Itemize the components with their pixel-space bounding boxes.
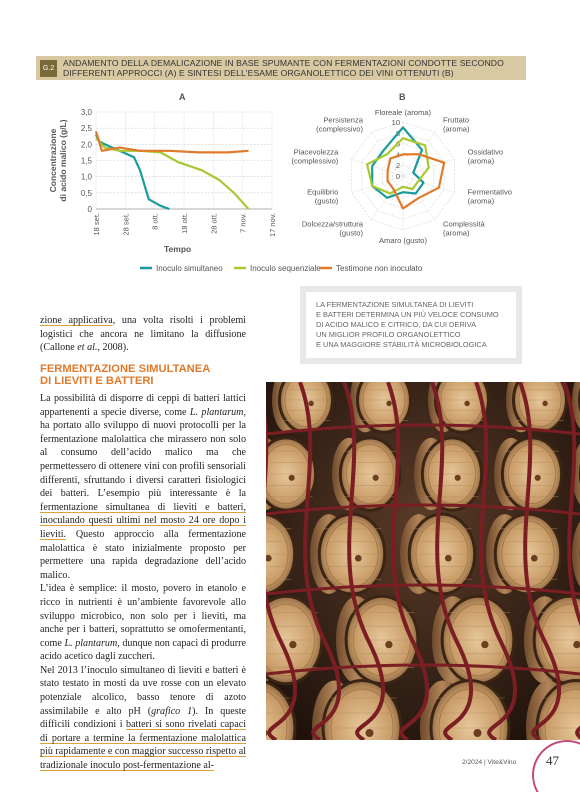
barrel-bung	[474, 729, 482, 737]
y-axis-label-line2: di acido malico (g/L)	[58, 119, 68, 202]
radar-tick-label: 8	[395, 128, 400, 138]
y-tick-label: 3,0	[80, 108, 92, 117]
y-tick-label: 2,0	[80, 140, 92, 150]
y-tick-label: 0	[87, 205, 92, 214]
barrel-bung	[373, 475, 379, 481]
intro-underlined: zione applicativa	[40, 315, 113, 326]
radar-tick-label: 0	[395, 172, 400, 181]
intro-paragraph	[40, 314, 246, 355]
radar-axis-label-line: Persistenza	[323, 115, 364, 125]
chart-legend	[140, 264, 423, 273]
legend-label: Inoculo simultaneo	[156, 264, 223, 273]
series-line	[96, 131, 249, 152]
radar-axis-label	[291, 148, 339, 166]
footer-issue: 2/2024 | Vite&Vino	[462, 759, 517, 766]
barrel-bung	[464, 401, 469, 406]
y-tick-label: 1,5	[80, 156, 92, 166]
species-name: L. plantarum	[64, 637, 118, 649]
barrel-bung	[289, 475, 295, 481]
highlight-underline: batteri si sono rivelati capaci di portare a termine la fermentazione malolattica più rapidamente e con maggior successo rispetto al tradizionale inoculo post-fermentazione al-	[40, 719, 247, 772]
intro-etal: et al.	[77, 342, 98, 354]
radar-axis-label	[302, 219, 364, 237]
figure-header	[36, 56, 526, 80]
y-tick-label: 1,0	[80, 172, 92, 182]
barrel-cellar-photo	[266, 382, 580, 740]
figure-code: G.2	[40, 60, 57, 77]
radar-axis-label-line: (gusto)	[339, 228, 364, 238]
radar-axis-label	[443, 219, 486, 237]
body-text	[40, 392, 246, 773]
radar-axis-label-line: Floreale (aroma)	[374, 108, 432, 117]
barrel-bung	[385, 641, 392, 648]
callout-line: UN MIGLIOR PROFILO ORGANOLETTICO	[316, 330, 461, 339]
radar-tick-label: 10	[391, 118, 400, 127]
barrel-bung	[542, 401, 547, 406]
radar-axis-label-line: Equilibrio	[307, 187, 339, 197]
text-run: , dunque non capaci di produrre acido acetico dagli zuccheri.	[40, 637, 246, 663]
paragraph	[40, 392, 246, 582]
barrel-bung	[535, 475, 541, 481]
legend-label: Inoculo sequenziale	[250, 264, 321, 273]
panel-label-a: A	[179, 92, 186, 102]
y-axis-label-line1: Concentrazione	[48, 128, 58, 193]
radar-axis-label-line: (gusto)	[314, 196, 339, 206]
page-number: 47	[546, 753, 559, 768]
callout-line: E UNA MAGGIORE STABILITÀ MICROBIOLOGICA	[316, 340, 487, 349]
x-tick-label: 28 ott.	[209, 213, 219, 234]
radar-axis-label-line: Dolcezza/struttura	[301, 219, 364, 229]
callout-line: E BATTERI DETERMINA UN PIÙ VELOCE CONSUMO	[316, 310, 499, 319]
x-axis-label: Tempo	[164, 244, 192, 254]
radar-axis-label-line: (aroma)	[467, 156, 495, 166]
figure-charts	[36, 84, 526, 280]
radar-tick-label: 2	[395, 161, 400, 171]
radar-axis-label	[316, 116, 364, 134]
radar-tick-label: 4	[395, 150, 400, 160]
radar-tick-label: 6	[395, 139, 400, 149]
legend-label: Testimone non inoculato	[336, 264, 423, 273]
radar-axis-label-line: Ossidativo	[467, 147, 504, 157]
radar-axis-label-line: (aroma)	[442, 124, 470, 134]
barrel-illustration	[266, 382, 580, 740]
radar-axis-label-line: Complessità	[442, 219, 485, 229]
radar-chart-b	[291, 92, 512, 245]
text-run: Nel 2013 l’inoculo simultaneo di lieviti e batteri è stato testato in mosti da uve rosse con un elevato potenziale alcolico, basso tenore di azoto assimilabile e alto pH (	[40, 664, 246, 717]
text-run: , ha portato allo sviluppo di nuovi protocolli per la fermentazione malolattica che mirassero non solo al consumo dell’acido malico ma che permettessero di ottenere vini con profili sensoriali differenti, sfruttando i diversi caratteri fisiologici dei batteri. L’esempio più interessante è la	[40, 406, 246, 500]
panel-label-b: B	[399, 92, 406, 102]
y-tick-label: 2,5	[80, 124, 92, 134]
callout-text	[306, 292, 516, 358]
intro-end: , 2008).	[97, 342, 129, 354]
barrel-bung	[531, 555, 538, 562]
radar-axis-label-line: Piacevolezza	[293, 147, 339, 157]
x-tick-label: 17 nov.	[268, 213, 277, 238]
barrel-bung	[308, 401, 313, 406]
radar-axis-label-line: Amaro (gusto)	[378, 236, 428, 245]
radar-axis-label-line: Fermentativo	[467, 187, 512, 197]
text-run: Questo approccio alla fermentazione malolattica è stato inizialmente proposto per permettere una rapida degradazione dell’acido malico.	[40, 528, 246, 581]
figure-title-line2: DIFFERENTI APPROCCI (A) E SINTESI DELL'ESAME ORGANOLETTICO DEI VINI OTTENUTI (B)	[63, 68, 454, 78]
x-tick-label: 8 ott.	[150, 213, 160, 230]
radar-axis-label-line: Fruttato	[442, 115, 470, 125]
graph-reference: grafico 1	[151, 705, 193, 717]
barrel-bung	[386, 401, 391, 406]
radar-spoke	[403, 176, 454, 193]
barrel-bung	[445, 555, 452, 562]
radar-axis-label	[379, 236, 428, 245]
x-tick-label: 18 set.	[92, 213, 101, 236]
barrel-bung	[366, 729, 374, 737]
barrel-bung	[289, 641, 296, 648]
x-tick-label: 7 nov.	[238, 213, 248, 233]
highlight-underline: fermentazione simultanea di lieviti e batteri, inoculando questi ultimi nel mosto 24 ore dopo i lieviti.	[40, 501, 246, 540]
section-heading-line2: DI LIEVITI E BATTERI	[40, 375, 154, 387]
barrel-bung	[481, 641, 488, 648]
x-tick-label: 18 ott.	[180, 213, 189, 234]
radar-axis-label-line: (complessivo)	[316, 124, 364, 134]
x-tick-label: 28 set.	[121, 213, 131, 236]
figure-title-line1: ANDAMENTO DELLA DEMALICAZIONE IN BASE SPUMANTE CON FERMENTAZIONI CONDOTTE SECONDO	[63, 58, 504, 68]
radar-axis-label-line: (aroma)	[467, 196, 495, 206]
radar-axis-label-line: (aroma)	[442, 228, 470, 238]
callout-line: LA FERMENTAZIONE SIMULTANEA DI LIEVITI	[316, 300, 474, 309]
intro-rest: , una volta risolti i problemi logistici che ancora ne limitano la diffusione (Callone	[40, 315, 246, 354]
paragraph	[40, 582, 246, 664]
barrel-bung	[355, 555, 362, 562]
figure-title	[63, 58, 504, 78]
radar-axis-label	[375, 108, 432, 117]
line-chart-a	[48, 92, 277, 254]
section-heading-line1: FERMENTAZIONE SIMULTANEA	[40, 363, 211, 375]
radar-axis-label	[468, 187, 512, 205]
section-heading	[40, 363, 260, 387]
radar-axis-label	[443, 116, 470, 134]
text-run: ). In queste difficili condizioni i	[40, 705, 246, 731]
barrel-bung	[455, 475, 461, 481]
radar-axis-label	[468, 148, 503, 166]
callout-box	[300, 286, 522, 364]
y-axis-label	[48, 119, 68, 201]
text-run: La possibilità di disporre di ceppi di batteri lattici appartenenti a specie diverse, come	[40, 393, 246, 418]
y-tick-label: 0,5	[80, 188, 92, 198]
species-name: L. plantarum	[189, 406, 244, 418]
text-run: L’idea è semplice: il mosto, povero in etanolo e ricco in nutrienti è un’ambiente favorevole allo sviluppo microbico, non solo per i lieviti, ma anche per i batteri, soprattutto se omofermentanti, come	[40, 583, 246, 649]
radar-axis-label-line: (complessivo)	[291, 156, 339, 166]
paragraph	[40, 664, 246, 773]
series-line	[96, 135, 169, 209]
radar-axis-label	[307, 187, 339, 205]
callout-line: DI ACIDO MALICO E CITRICO, DA CUI DERIVA	[316, 320, 477, 329]
